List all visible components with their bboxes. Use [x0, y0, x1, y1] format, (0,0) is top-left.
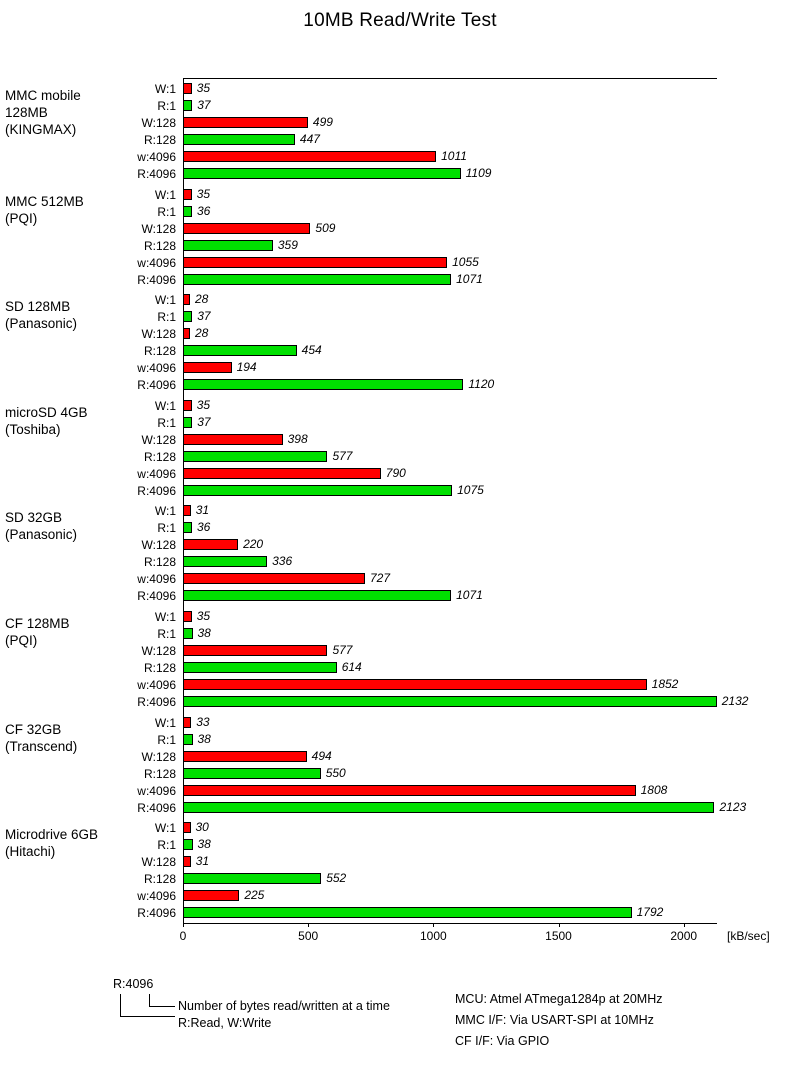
- footnote-rw-note: R:Read, W:Write: [178, 1015, 272, 1030]
- bar: [183, 451, 327, 462]
- plot-top-rule: [183, 78, 717, 79]
- group-label-line: MMC mobile: [5, 88, 81, 103]
- bar-row: [0, 837, 800, 854]
- bar-value-label: 336: [272, 554, 293, 569]
- bar-value-label: 398: [287, 431, 308, 446]
- bar-value-label: 494: [311, 748, 332, 763]
- bar: [183, 100, 192, 111]
- bar-row: [0, 483, 800, 500]
- bar-row: [0, 98, 800, 115]
- bar: [183, 645, 327, 656]
- group-label-line: (Panasonic): [5, 527, 78, 543]
- bar-row: [0, 537, 800, 554]
- group-label-line: CF 32GB: [5, 721, 62, 737]
- bar: [183, 206, 192, 217]
- note-cf-if: CF I/F: Via GPIO: [455, 1033, 550, 1048]
- bar-row-label: R:4096: [137, 695, 176, 709]
- footnote-leader-v2: [149, 994, 150, 1006]
- bar: [183, 328, 190, 339]
- group-label-line: (PQI): [5, 633, 38, 648]
- bar-value-label: 359: [277, 237, 298, 252]
- x-axis-tick-label: 2000: [670, 928, 698, 943]
- bar-row: [0, 272, 800, 289]
- bar-row-label: R:128: [143, 766, 176, 781]
- bar-row-label: w:4096: [137, 255, 176, 270]
- chart-group: [0, 187, 800, 289]
- bar-value-label: 1852: [651, 677, 679, 691]
- bar-row: [0, 166, 800, 183]
- bar-value-label: 36: [197, 203, 211, 218]
- bar-row: [0, 800, 800, 817]
- bar: [183, 522, 192, 533]
- note-mcu: MCU: Atmel ATmega1284p at 20MHz: [455, 991, 663, 1006]
- bar-value-label: 220: [243, 537, 264, 552]
- bar-value-label: 28: [195, 292, 209, 307]
- bar-row: [0, 187, 800, 204]
- bar-row-label: R:128: [143, 133, 176, 147]
- chart-plot-area: [0, 36, 800, 943]
- chart-group: [0, 609, 800, 711]
- chart-group: [0, 715, 800, 817]
- page-title: 10MB Read/Write Test: [303, 10, 497, 31]
- bar-row: [0, 292, 800, 309]
- bar: [183, 189, 192, 200]
- bar: [183, 611, 192, 622]
- group-label-line: (PQI): [5, 210, 38, 226]
- bar-row: [0, 309, 800, 326]
- bar: [183, 294, 190, 305]
- system-notes: [455, 989, 663, 1052]
- bar: [183, 417, 192, 428]
- bar-row: [0, 115, 800, 132]
- bar-row-label: W:128: [141, 538, 176, 553]
- x-axis-tick: [183, 923, 184, 927]
- group-label-line: (KINGMAX): [5, 122, 77, 137]
- chart-group: [0, 820, 800, 922]
- bar-row: [0, 81, 800, 98]
- bar-value-label: 38: [197, 626, 211, 640]
- bar-row-label: W:128: [141, 432, 176, 447]
- bar: [183, 628, 193, 639]
- bar-row-label: w:4096: [137, 889, 176, 904]
- bar-row: [0, 888, 800, 905]
- chart-group: [0, 292, 800, 394]
- bar: [183, 873, 321, 884]
- bar-row: [0, 854, 800, 871]
- bar-row-label: W:128: [141, 855, 176, 870]
- bar-row: [0, 238, 800, 255]
- bar-row-label: R:1: [157, 521, 176, 536]
- bar-row: [0, 749, 800, 766]
- bar-row: [0, 554, 800, 571]
- bar-row-label: W:1: [154, 82, 176, 96]
- bar-row-label: W:1: [154, 293, 176, 308]
- bar-row: [0, 571, 800, 588]
- bar-value-label: 194: [236, 360, 257, 375]
- bar-value-label: 35: [196, 81, 211, 95]
- group-label-line: (Toshiba): [5, 421, 61, 437]
- bar-row-label: w:4096: [137, 466, 176, 481]
- bar-row-label: R:1: [157, 204, 176, 219]
- bar-row-label: R:128: [143, 661, 176, 675]
- bar-row-label: R:1: [157, 99, 176, 113]
- bar-row-label: R:1: [157, 732, 176, 747]
- bar-value-label: 577: [332, 448, 353, 463]
- bar-value-label: 550: [325, 765, 346, 780]
- bar-value-label: 2132: [721, 694, 749, 708]
- footnote-sample-label: R:4096: [113, 976, 154, 991]
- group-label-line: SD 32GB: [5, 510, 63, 526]
- bar-value-label: 36: [197, 520, 211, 535]
- bar-row: [0, 255, 800, 272]
- bar-row-label: W:128: [141, 749, 176, 764]
- chart-group: [0, 503, 800, 605]
- bar-row-label: R:128: [143, 449, 176, 464]
- group-label-line: (Panasonic): [5, 316, 78, 332]
- bar-row-label: R:4096: [137, 167, 176, 181]
- bar-row: [0, 149, 800, 166]
- bar-row: [0, 343, 800, 360]
- bar-row: [0, 449, 800, 466]
- bar-value-label: 30: [195, 820, 209, 835]
- bar-value-label: 1109: [465, 166, 492, 180]
- bar-value-label: 727: [370, 571, 391, 586]
- bar-value-label: 28: [195, 326, 209, 341]
- bar-value-label: 35: [196, 186, 211, 201]
- bar-value-label: 38: [197, 731, 211, 746]
- bar: [183, 573, 365, 584]
- bar-row: [0, 520, 800, 537]
- x-axis: [0, 923, 800, 953]
- bar-row-label: W:1: [154, 398, 176, 413]
- bar-row-label: R:4096: [137, 800, 176, 815]
- bar: [183, 785, 636, 796]
- bar: [183, 117, 308, 128]
- bar-value-label: 1055: [452, 254, 479, 269]
- bar: [183, 751, 307, 762]
- bar-value-label: 499: [312, 115, 333, 129]
- bar-row: [0, 609, 800, 626]
- bar-row-label: R:1: [157, 310, 176, 325]
- bar: [183, 151, 436, 162]
- bar-row: [0, 221, 800, 238]
- bar-value-label: 1808: [640, 782, 668, 797]
- footnote-leader-h2: [149, 1006, 175, 1007]
- bar: [183, 539, 238, 550]
- bar: [183, 679, 647, 690]
- bar-row-label: W:1: [154, 187, 176, 202]
- x-axis-unit-label: [kB/sec]: [727, 928, 770, 943]
- bar-value-label: 790: [385, 465, 406, 480]
- footnote-area: [0, 969, 800, 1067]
- bar-value-label: 577: [332, 643, 353, 657]
- note-mmc-if: MMC I/F: Via USART-SPI at 10MHz: [455, 1012, 654, 1027]
- bar-row-label: R:1: [157, 838, 176, 853]
- bar: [183, 907, 632, 918]
- bar-row-label: W:1: [154, 821, 176, 836]
- bar: [183, 662, 337, 673]
- bar: [183, 556, 267, 567]
- bar-value-label: 1120: [468, 377, 495, 392]
- bar-row: [0, 326, 800, 343]
- bar-value-label: 509: [315, 220, 336, 235]
- x-axis-tick: [684, 923, 685, 927]
- bar-row-label: W:128: [141, 221, 176, 236]
- bar: [183, 223, 310, 234]
- bar-row-label: w:4096: [137, 572, 176, 587]
- group-label-line: Microdrive 6GB: [5, 827, 99, 843]
- bar-value-label: 614: [341, 660, 362, 674]
- x-axis-tick: [308, 923, 309, 927]
- chart-group: [0, 81, 800, 183]
- x-axis-tick: [559, 923, 560, 927]
- group-label-line: microSD 4GB: [5, 404, 88, 420]
- group-label-line: (Hitachi): [5, 844, 56, 860]
- x-axis-tick-label: 1000: [419, 928, 447, 943]
- bar-row: [0, 466, 800, 483]
- bar-row-label: R:4096: [137, 589, 176, 604]
- bar: [183, 590, 451, 601]
- bar-value-label: 33: [196, 714, 210, 729]
- bar-row: [0, 766, 800, 783]
- bar-row-label: w:4096: [137, 783, 176, 798]
- bar-row: [0, 132, 800, 149]
- footnote-leader-h1: [120, 1016, 175, 1017]
- bar-row: [0, 694, 800, 711]
- bar-row: [0, 377, 800, 394]
- bar-value-label: 31: [195, 503, 210, 518]
- group-label-line: CF 128MB: [5, 616, 70, 631]
- bar-value-label: 1011: [441, 149, 467, 163]
- bar: [183, 257, 447, 268]
- bar-row-label: W:1: [154, 504, 176, 519]
- bar-row: [0, 905, 800, 922]
- bar-row: [0, 204, 800, 221]
- bar-row: [0, 871, 800, 888]
- bar: [183, 311, 192, 322]
- bar-value-label: 2123: [719, 799, 747, 814]
- bar-row: [0, 415, 800, 432]
- bar-value-label: 1792: [636, 905, 664, 920]
- bar-row-label: R:1: [157, 627, 176, 641]
- bar: [183, 468, 381, 479]
- bar-row-label: w:4096: [137, 361, 176, 376]
- bar: [183, 505, 191, 516]
- group-label-line: MMC 512MB: [5, 193, 84, 209]
- bar-row-label: R:4096: [137, 483, 176, 498]
- bar-value-label: 225: [244, 888, 265, 903]
- x-axis-tick-label: 500: [298, 928, 319, 943]
- bar-row-label: R:128: [143, 238, 176, 253]
- bar: [183, 696, 717, 707]
- bar-value-label: 31: [195, 854, 210, 869]
- bar: [183, 434, 283, 445]
- bar: [183, 890, 239, 901]
- bar: [183, 768, 321, 779]
- group-label-line: 128MB: [5, 105, 48, 120]
- bar-row: [0, 398, 800, 415]
- bar: [183, 134, 295, 145]
- x-axis-tick-label: 1500: [545, 928, 572, 943]
- bar: [183, 362, 232, 373]
- bar-value-label: 35: [196, 397, 211, 412]
- chart-group: [0, 398, 800, 500]
- bar-row-label: W:1: [154, 610, 176, 624]
- bar-row-label: W:128: [141, 644, 176, 658]
- bar-row-label: R:4096: [137, 272, 176, 287]
- bar-row: [0, 432, 800, 449]
- bar-row: [0, 677, 800, 694]
- bar-value-label: 37: [197, 98, 211, 112]
- bar-value-label: 454: [301, 343, 322, 358]
- bar-row: [0, 820, 800, 837]
- bar-row: [0, 588, 800, 605]
- bar: [183, 822, 191, 833]
- bar-row-label: W:1: [154, 715, 176, 730]
- bar: [183, 839, 193, 850]
- bar: [183, 168, 461, 179]
- footnote-bytes-note: Number of bytes read/written at a time: [178, 998, 390, 1013]
- group-label-line: (Transcend): [5, 738, 78, 754]
- bar-row-label: R:128: [143, 344, 176, 359]
- bar-row: [0, 643, 800, 660]
- bar-value-label: 447: [299, 132, 320, 146]
- bar-value-label: 552: [326, 871, 347, 886]
- x-axis-tick: [433, 923, 434, 927]
- bar-value-label: 37: [197, 414, 211, 429]
- bar-row-label: R:4096: [137, 378, 176, 393]
- bar: [183, 274, 451, 285]
- bar-value-label: 1071: [456, 588, 483, 603]
- bar: [183, 379, 463, 390]
- bar-row: [0, 360, 800, 377]
- bar-value-label: 38: [197, 837, 211, 852]
- footnote-leader-v1: [120, 994, 121, 1016]
- bar-row: [0, 660, 800, 677]
- bar-value-label: 1071: [456, 271, 483, 286]
- bar-row-label: w:4096: [137, 150, 176, 164]
- group-label-line: SD 128MB: [5, 299, 71, 315]
- bar: [183, 856, 191, 867]
- x-axis-tick-label: 0: [179, 928, 187, 943]
- bar-row: [0, 503, 800, 520]
- bar: [183, 485, 452, 496]
- bar-row-label: w:4096: [137, 678, 176, 692]
- bar-row-label: R:4096: [137, 906, 176, 921]
- bar: [183, 734, 193, 745]
- bar-row: [0, 783, 800, 800]
- bar: [183, 717, 191, 728]
- x-axis-line: [183, 923, 717, 924]
- bar: [183, 345, 297, 356]
- bar-row: [0, 732, 800, 749]
- bar: [183, 83, 192, 94]
- bar-row-label: W:128: [141, 116, 176, 130]
- bar-row: [0, 626, 800, 643]
- bar-row-label: R:1: [157, 415, 176, 430]
- bar: [183, 240, 273, 251]
- bar-value-label: 1075: [457, 482, 484, 497]
- bar-row-label: R:128: [143, 872, 176, 887]
- bar: [183, 802, 714, 813]
- bar-row: [0, 715, 800, 732]
- bar-row-label: W:128: [141, 327, 176, 342]
- bar-value-label: 35: [196, 609, 211, 623]
- bar-value-label: 37: [197, 309, 211, 324]
- bar: [183, 400, 192, 411]
- bar-row-label: R:128: [143, 555, 176, 570]
